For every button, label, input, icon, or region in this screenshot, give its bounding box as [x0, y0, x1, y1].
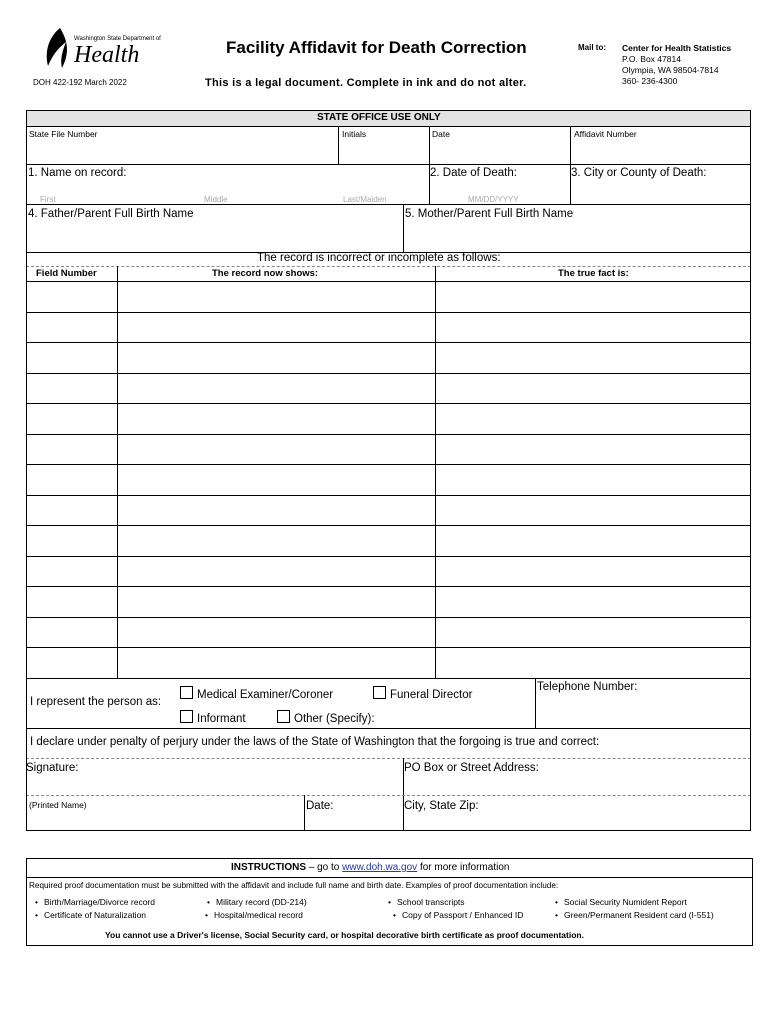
proof-item: • Social Security Numident Report	[555, 897, 687, 907]
mail-line: P.O. Box 47814	[622, 54, 681, 64]
medical-examiner-text: Medical Examiner/Coroner	[197, 689, 334, 701]
name-middle-hint: Middle	[204, 195, 228, 204]
name-last-hint: Last/Maiden	[343, 195, 387, 204]
date-label: Date	[432, 129, 450, 139]
proof-item: • Hospital/medical record	[205, 910, 303, 920]
date-of-death-label: 2. Date of Death:	[430, 167, 517, 179]
affidavit-number-label: Affidavit Number	[574, 129, 637, 139]
state-office-heading: STATE OFFICE USE ONLY	[317, 112, 441, 123]
correction-row[interactable]	[26, 373, 751, 404]
funeral-director-checkbox[interactable]	[373, 686, 386, 699]
represent-label: I represent the person as:	[30, 696, 162, 708]
col-field-number: Field Number	[36, 268, 97, 279]
date-of-death-hint: MM/DD/YYYY	[468, 195, 519, 204]
correction-row[interactable]	[26, 403, 751, 434]
correction-row[interactable]	[26, 586, 751, 617]
proof-item: • Green/Permanent Resident card (I-551)	[555, 910, 714, 920]
instructions-heading	[231, 862, 509, 873]
funeral-director-option[interactable]	[373, 686, 472, 701]
instructions-box	[26, 858, 753, 946]
medical-examiner-checkbox[interactable]	[180, 686, 193, 699]
correction-row[interactable]	[26, 434, 751, 465]
mail-line: Olympia, WA 98504-7814	[622, 65, 719, 75]
page-subtitle: This is a legal document. Complete in ink and do not alter.	[205, 77, 527, 89]
col-record-shows: The record now shows:	[212, 268, 319, 279]
state-file-number-label: State File Number	[29, 129, 98, 139]
correction-row[interactable]	[26, 464, 751, 495]
page-title: Facility Affidavit for Death Correction	[226, 38, 527, 57]
form-grid	[26, 110, 751, 830]
doh-website-link[interactable]: www.doh.wa.gov	[342, 862, 418, 873]
proof-item: • Copy of Passport / Enhanced ID	[393, 910, 523, 920]
other-text: Other (Specify):	[294, 713, 375, 725]
mail-to-address	[622, 43, 731, 87]
proof-item: • School transcripts	[388, 897, 465, 907]
telephone-label: Telephone Number:	[537, 681, 638, 693]
col-true-fact: The true fact is:	[558, 268, 629, 279]
father-name-label: 4. Father/Parent Full Birth Name	[28, 208, 194, 220]
signature-label: Signature:	[26, 762, 79, 774]
proof-item: • Military record (DD-214)	[207, 897, 307, 907]
printed-name-label: (Printed Name)	[29, 800, 87, 810]
instructions-heading-tail: for more information	[417, 862, 510, 873]
correction-row[interactable]	[26, 312, 751, 343]
proof-item: • Birth/Marriage/Divorce record	[35, 897, 155, 907]
instructions-heading-dash: – go to	[306, 862, 343, 873]
funeral-director-text: Funeral Director	[390, 689, 473, 701]
instructions-heading-bold: INSTRUCTIONS	[231, 862, 306, 873]
instructions-warning: You cannot use a Driver's license, Social Security card, or hospital decorative birth certificate as proof documentation.	[105, 930, 584, 940]
declaration-text: I declare under penalty of perjury under the laws of the State of Washington that the forgoing is true and correct:	[30, 736, 600, 748]
name-first-hint: First	[40, 195, 56, 204]
mail-line: Center for Health Statistics	[622, 43, 732, 53]
mother-name-label: 5. Mother/Parent Full Birth Name	[405, 208, 574, 220]
correction-row-divider	[26, 678, 751, 679]
other-checkbox[interactable]	[277, 710, 290, 723]
name-on-record-label: 1. Name on record:	[28, 167, 127, 179]
city-state-zip-label: City, State Zip:	[404, 800, 479, 812]
mail-to-label: Mail to:	[578, 43, 606, 52]
city-county-label: 3. City or County of Death:	[571, 167, 707, 179]
mail-line: 360- 236-4300	[622, 76, 678, 86]
logo-wordmark: Health	[74, 42, 140, 68]
doh-logo	[40, 26, 161, 70]
initials-label: Initials	[342, 129, 367, 139]
proof-item: • Certificate of Naturalization	[35, 910, 146, 920]
address-label: PO Box or Street Address:	[404, 762, 539, 774]
correction-row[interactable]	[26, 495, 751, 526]
doh-logo-icon	[40, 26, 76, 70]
correction-row[interactable]	[26, 617, 751, 648]
medical-examiner-option[interactable]	[180, 686, 333, 701]
correction-row[interactable]	[26, 556, 751, 587]
correction-row[interactable]	[26, 647, 751, 678]
logo-tagline: Washington State Department of	[74, 36, 161, 42]
informant-text: Informant	[197, 713, 246, 725]
doc-number: DOH 422-192 March 2022	[33, 78, 127, 87]
correction-row[interactable]	[26, 281, 751, 312]
informant-option[interactable]	[180, 710, 246, 725]
corrections-heading: The record is incorrect or incomplete as follows:	[257, 252, 501, 264]
correction-row[interactable]	[26, 342, 751, 373]
other-option[interactable]	[277, 710, 375, 725]
informant-checkbox[interactable]	[180, 710, 193, 723]
correction-row[interactable]	[26, 525, 751, 556]
instructions-required: Required proof documentation must be submitted with the affidavit and include full name and birth date. Examples of proof documentation include:	[29, 881, 559, 890]
signature-date-label: Date:	[306, 800, 334, 812]
